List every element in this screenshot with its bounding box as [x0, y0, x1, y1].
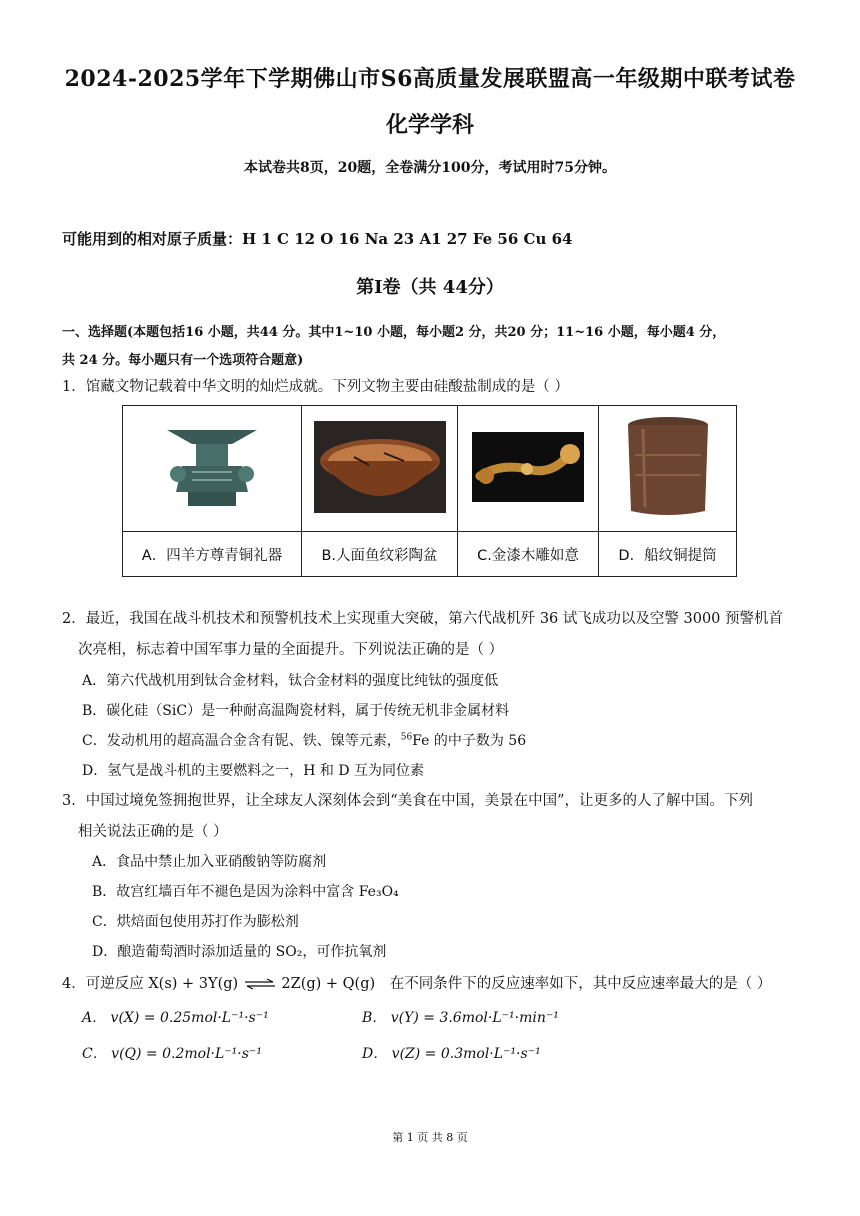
q4-option-a: A． v(X) = 0.25mol·L⁻¹·s⁻¹: [82, 1010, 269, 1026]
q4-stem-question: 在不同条件下的反应速率如下，其中反应速率最大的是（ ）: [389, 976, 772, 992]
q1-option-d: D．船纹铜提筒: [599, 532, 737, 577]
q2-option-c-text-end: Fe 的中子数为 56: [412, 733, 527, 749]
q4-option-d: D． v(Z) = 0.3mol·L⁻¹·s⁻¹: [362, 1046, 541, 1062]
q3-option-d: D．酿造葡萄酒时添加适量的 SO₂，可作抗氧剂: [92, 944, 387, 960]
section-instructions-line1: 一、选择题(本题包括16 小题，共44 分。其中1~10 小题，每小题2 分，共20 分；11~16 小题，每小题4 分，: [62, 325, 726, 340]
q2-option-d: D．氢气是战斗机的主要燃料之一，H 和 D 互为同位素: [82, 763, 425, 779]
q1-option-b: B.人面鱼纹彩陶盆: [302, 532, 458, 577]
exam-title: 2024-2025学年下学期佛山市S6高质量发展联盟高一年级期中联考试卷: [64, 66, 796, 92]
q2-stem-line1: 2．最近，我国在战斗机技术和预警机技术上实现重大突破，第六代战机歼 36 试飞成功以及空警 3000 预警机首: [62, 611, 784, 627]
q3-option-a: A．食品中禁止加入亚硝酸钠等防腐剂: [92, 854, 327, 870]
section-instructions-line2: 共 24 分。每小题只有一个选项符合题意): [62, 353, 304, 368]
q3-stem-line2: 相关说法正确的是（ ）: [78, 824, 228, 840]
q4-option-c: C． v(Q) = 0.2mol·L⁻¹·s⁻¹: [82, 1046, 262, 1062]
q4-option-b: B． v(Y) = 3.6mol·L⁻¹·min⁻¹: [362, 1010, 559, 1026]
q2-option-b: B．碳化硅（SiC）是一种耐高温陶瓷材料，属于传统无机非金属材料: [82, 703, 510, 719]
gold-lacquer-ruyi-image: [458, 406, 599, 532]
q2-option-a: A．第六代战机用到钛合金材料，钛合金材料的强度比纯钛的强度低: [82, 673, 499, 689]
q3-option-b: B．故宫红墙百年不褪色是因为涂料中富含 Fe₃O₄: [92, 884, 399, 900]
q1-artifact-table: [122, 405, 737, 577]
q1-stem: 1．馆藏文物记载着中华文明的灿烂成就。下列文物主要由硅酸盐制成的是（ ）: [62, 379, 569, 395]
bronze-zun-image: [123, 406, 302, 532]
painted-pottery-basin-image: [302, 406, 458, 532]
atomic-masses: 可能用到的相对原子质量：H 1 C 12 O 16 Na 23 A1 27 Fe 56 Cu 64: [62, 230, 573, 248]
q1-option-c: C.金漆木雕如意: [458, 532, 599, 577]
reversible-arrow-icon: [243, 978, 277, 990]
part-title: 第I卷（共 44分）: [356, 277, 504, 298]
page-footer: 第 1 页 共 8 页: [392, 1131, 468, 1144]
q4-stem-reactants: 4．可逆反应 X(s) + 3Y(g): [62, 976, 239, 992]
q2-option-c-mass-number: 56: [400, 732, 413, 743]
subject-title: 化学学科: [385, 112, 474, 138]
q4-stem: [62, 972, 771, 993]
q4-stem-products: 2Z(g) + Q(g): [281, 976, 376, 992]
q3-option-c: C．烘焙面包使用苏打作为膨松剂: [92, 914, 299, 930]
q3-stem-line1: 3．中国过境免签拥抱世界，让全球友人深刻体会到“美食在中国，美景在中国”，让更多的人了解中国。下列: [62, 793, 754, 809]
q2-option-c-text: C．发动机用的超高温合金含有铌、铁、镍等元素，: [82, 733, 401, 749]
q2-option-c: [82, 730, 526, 750]
q1-option-a: A．四羊方尊青铜礼器: [123, 532, 302, 577]
exam-info: 本试卷共8页，20题，全卷满分100分，考试用时75分钟。: [244, 160, 616, 176]
bronze-tube-image: [599, 406, 737, 532]
q2-stem-line2: 次亮相，标志着中国军事力量的全面提升。下列说法正确的是（ ）: [78, 642, 504, 658]
